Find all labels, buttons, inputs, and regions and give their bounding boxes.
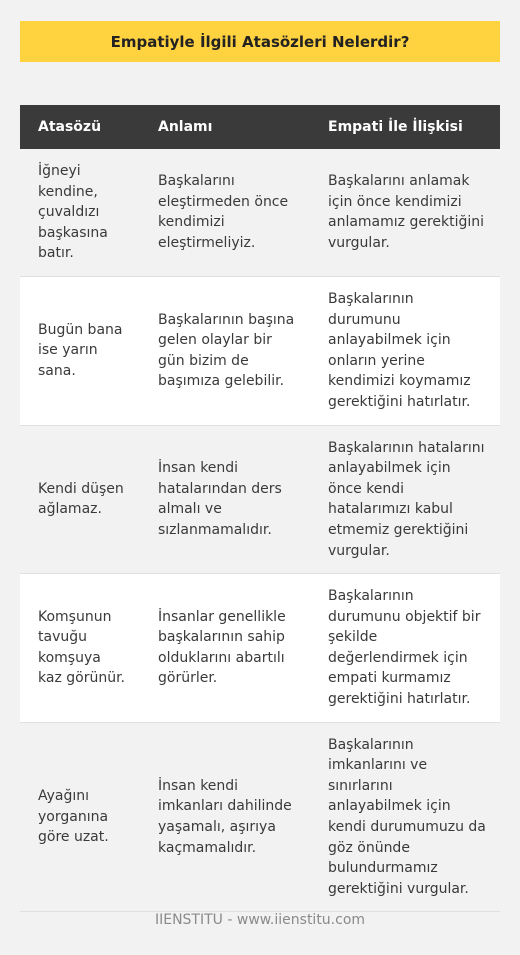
column-header-relation: Empati İle İlişkisi — [310, 105, 500, 149]
proverbs-table — [20, 105, 500, 912]
proverb-cell: Bugün bana ise yarın sana. — [20, 276, 140, 425]
relation-cell: Başkalarının durumunu anlayabilmek için onların yerine kendimizi koymamız gerektiğini hatırlatır. — [310, 276, 500, 425]
relation-cell: Başkalarının durumunu objektif bir şekilde değerlendirmek için empati kurmamız gerektiğini hatırlatır. — [310, 574, 500, 723]
proverb-cell: Komşunun tavuğu komşuya kaz görünür. — [20, 574, 140, 723]
meaning-cell: İnsan kendi imkanları dahilinde yaşamalı, aşırıya kaçmamalıdır. — [140, 722, 310, 912]
meaning-cell: İnsanlar genellikle başkalarının sahip olduklarını abartılı görürler. — [140, 574, 310, 723]
proverb-cell: Ayağını yorganına göre uzat. — [20, 722, 140, 912]
table-row — [20, 574, 500, 723]
table-header-row — [20, 105, 500, 149]
table-row — [20, 722, 500, 912]
meaning-cell: Başkalarını eleştirmeden önce kendimizi eleştirmeliyiz. — [140, 149, 310, 276]
column-header-proverb: Atasözü — [20, 105, 140, 149]
meaning-cell: İnsan kendi hatalarından ders almalı ve sızlanmamalıdır. — [140, 425, 310, 574]
table-row — [20, 149, 500, 276]
proverb-cell: İğneyi kendine, çuvaldızı başkasına batır. — [20, 149, 140, 276]
relation-cell: Başkalarının hatalarını anlayabilmek için önce kendi hatalarımızı kabul etmemiz gerektiğini vurgular. — [310, 425, 500, 574]
relation-cell: Başkalarını anlamak için önce kendimizi anlamamız gerektiğini vurgular. — [310, 149, 500, 276]
relation-cell: Başkalarının imkanlarını ve sınırlarını anlayabilmek için kendi durumumuzu da göz önünde bulundurmamız gerektiğini vurgular. — [310, 722, 500, 912]
table-row — [20, 276, 500, 425]
column-header-meaning: Anlamı — [140, 105, 310, 149]
page-title: Empatiyle İlgili Atasözleri Nelerdir? — [20, 21, 500, 62]
meaning-cell: Başkalarının başına gelen olaylar bir gün bizim de başımıza gelebilir. — [140, 276, 310, 425]
proverb-cell: Kendi düşen ağlamaz. — [20, 425, 140, 574]
table-row — [20, 425, 500, 574]
footer-credit: IIENSTITU - www.iienstitu.com — [154, 912, 366, 928]
